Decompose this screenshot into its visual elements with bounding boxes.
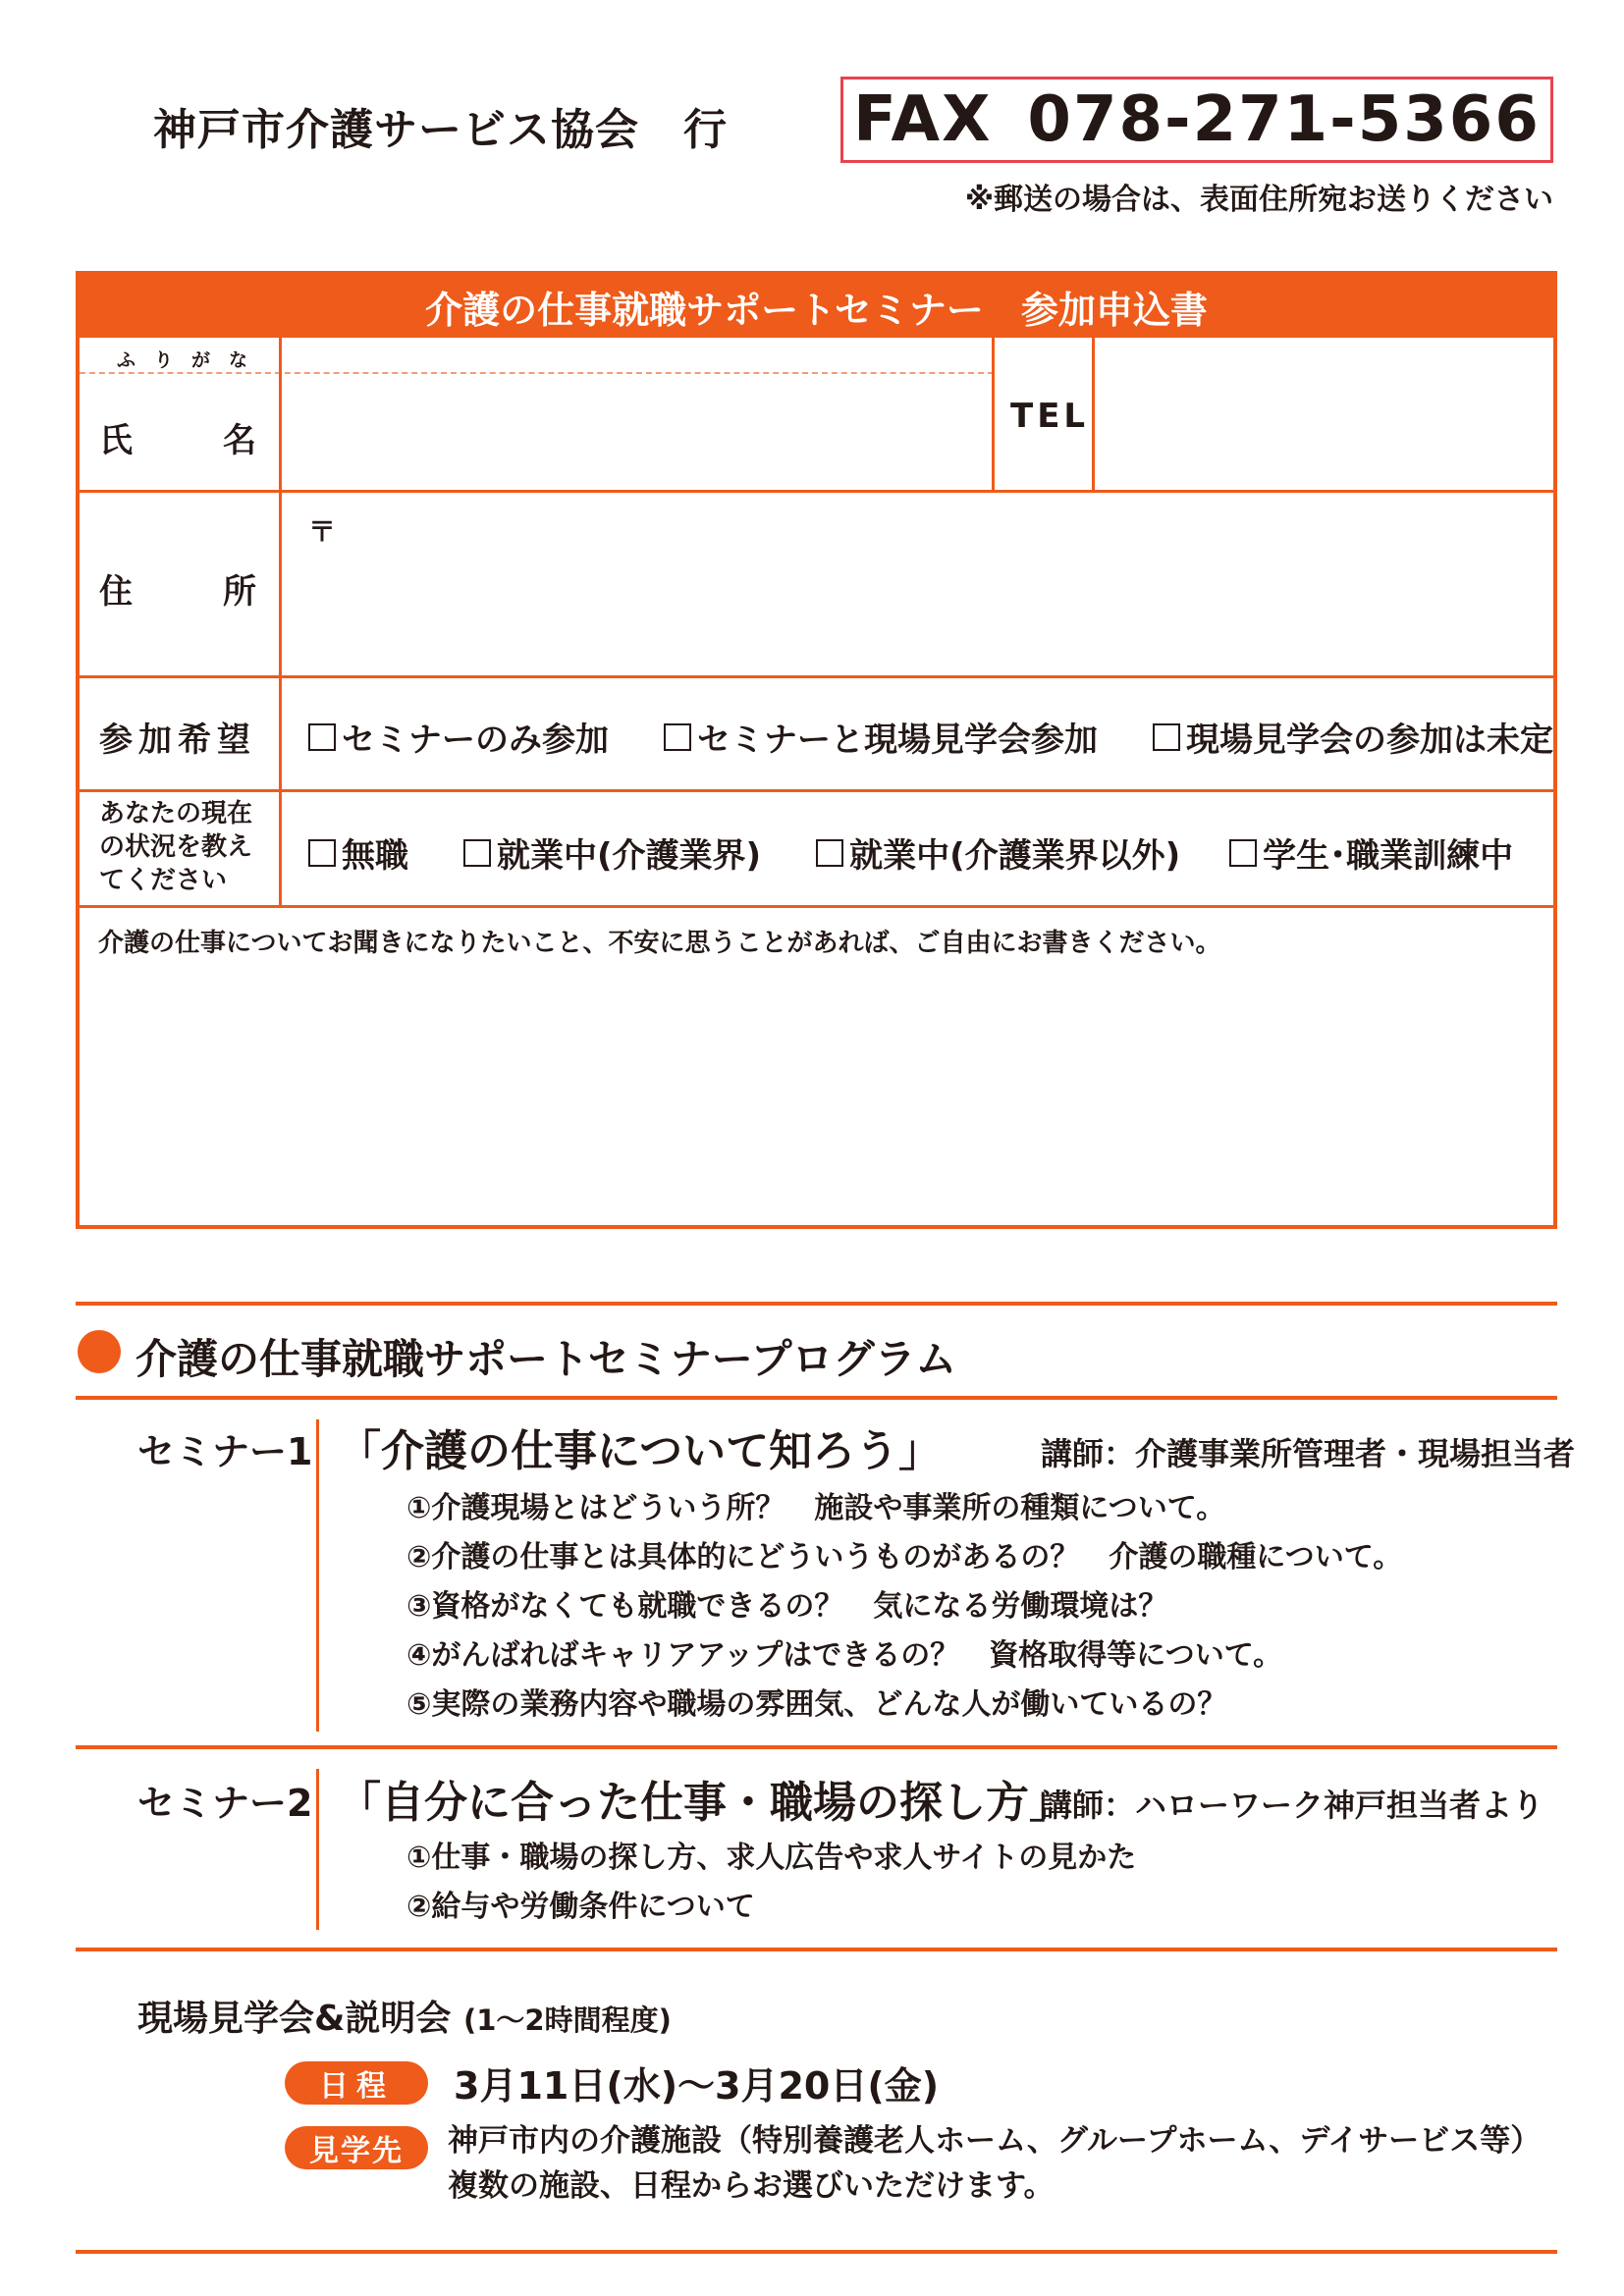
mail-note: ※郵送の場合は、表面住所宛お送りください [964, 183, 1553, 217]
status-option[interactable]: 無職 [308, 828, 408, 877]
schedule-badge: 日程 [285, 2061, 428, 2105]
section-rule [76, 1745, 1557, 1749]
furigana-label: ふりがな [117, 349, 267, 371]
furigana-divider [80, 372, 994, 374]
status-option[interactable]: 就業中(介護業界) [463, 828, 761, 877]
seminar2-lecturer: 講師：ハローワーク神戸担当者より [1041, 1787, 1544, 1824]
seminar1-items [406, 1484, 1402, 1730]
place-badge: 見学先 [285, 2126, 428, 2169]
tel-divider-right [1092, 338, 1095, 490]
checkbox[interactable] [664, 723, 691, 751]
row-divider [80, 675, 1553, 678]
participation-option[interactable]: 現場見学会の参加は未定 [1153, 713, 1553, 761]
checkbox[interactable] [463, 839, 491, 867]
list-item: ②介護の仕事とは具体的にどういうものがあるの？ 介護の職種について。 [406, 1540, 1403, 1575]
section-rule [76, 1948, 1557, 1951]
tour-duration: (1～2時間程度) [462, 2003, 672, 2037]
section-rule [76, 1302, 1557, 1306]
list-item: ④がんばればキャリアアップはできるの？ 資格取得等について。 [406, 1638, 1283, 1673]
list-item: ①仕事・職場の探し方、求人広告や求人サイトの見かた [406, 1841, 1137, 1875]
participation-options [308, 713, 1553, 761]
seminar1-number: セミナー1 [137, 1430, 313, 1473]
recipient-org: 神戸市介護サービス協会 行 [153, 105, 728, 155]
program-title: 介護の仕事就職サポートセミナープログラム [135, 1335, 957, 1383]
seminar1-lecturer: 講師：介護事業所管理者・現場担当者 [1041, 1435, 1576, 1472]
seminar2-number: セミナー2 [137, 1782, 313, 1825]
participation-option[interactable]: セミナーと現場見学会参加 [664, 713, 1098, 761]
place-text: 神戸市内の介護施設（特別養護老人ホーム、グループホーム、デイサービス等） 複数の施設、日程からお選びいただけます。 [448, 2123, 1542, 2204]
bullet-dot [78, 1330, 121, 1373]
checkbox[interactable] [1153, 723, 1180, 751]
address-label: 住 所 [99, 572, 256, 612]
seminar2-divider [316, 1769, 319, 1930]
section-rule [76, 2250, 1557, 2254]
fax-label: FAX [853, 83, 993, 156]
seminar2-items [406, 1834, 1136, 1932]
participation-label: 参加希望 [99, 721, 256, 760]
list-item: ⑤実際の業務内容や職場の雰囲気、どんな人が働いているの？ [406, 1687, 1227, 1722]
row-divider [80, 789, 1553, 792]
label-column-divider [279, 338, 282, 905]
seminar1-title: 「介護の仕事について知ろう」 [338, 1426, 943, 1476]
tour-title: 現場見学会&説明会 (1～2時間程度) [137, 1999, 672, 2039]
list-item: ③資格がなくても就職できるの？ 気になる労働環境は？ [406, 1589, 1168, 1624]
comment-label: 介護の仕事についてお聞きになりたいこと、不安に思うことがあれば、ご自由にお書きください。 [98, 929, 1221, 958]
checkbox[interactable] [816, 839, 843, 867]
application-form [76, 271, 1557, 1229]
list-item: ②給与や労働条件について [406, 1890, 755, 1924]
tel-divider-left [992, 338, 995, 490]
seminar1-divider [316, 1419, 319, 1732]
fax-number: 078-271-5366 [1027, 83, 1541, 156]
status-options [308, 828, 1513, 877]
row-divider [80, 905, 1553, 908]
checkbox[interactable] [1229, 839, 1257, 867]
schedule-dates: 3月11日(水)～3月20日(金) [454, 2064, 940, 2108]
status-label: あなたの現在 の状況を教え てください [99, 799, 253, 895]
tel-label: TEL [1010, 397, 1090, 436]
status-option[interactable]: 学生･職業訓練中 [1229, 828, 1513, 877]
participation-option[interactable]: セミナーのみ参加 [308, 713, 609, 761]
form-title: 介護の仕事就職サポートセミナー 参加申込書 [80, 275, 1553, 338]
row-divider [80, 490, 1553, 493]
name-label: 氏 名 [99, 421, 256, 460]
fax-box [840, 77, 1553, 163]
checkbox[interactable] [308, 839, 336, 867]
checkbox[interactable] [308, 723, 336, 751]
section-rule [76, 1396, 1557, 1400]
postal-mark: 〒 [308, 515, 337, 548]
status-option[interactable]: 就業中(介護業界以外) [816, 828, 1180, 877]
seminar2-title: 「自分に合った仕事・職場の探し方」 [338, 1778, 1072, 1828]
list-item: ①介護現場とはどういう所？ 施設や事業所の種類について。 [406, 1491, 1226, 1525]
